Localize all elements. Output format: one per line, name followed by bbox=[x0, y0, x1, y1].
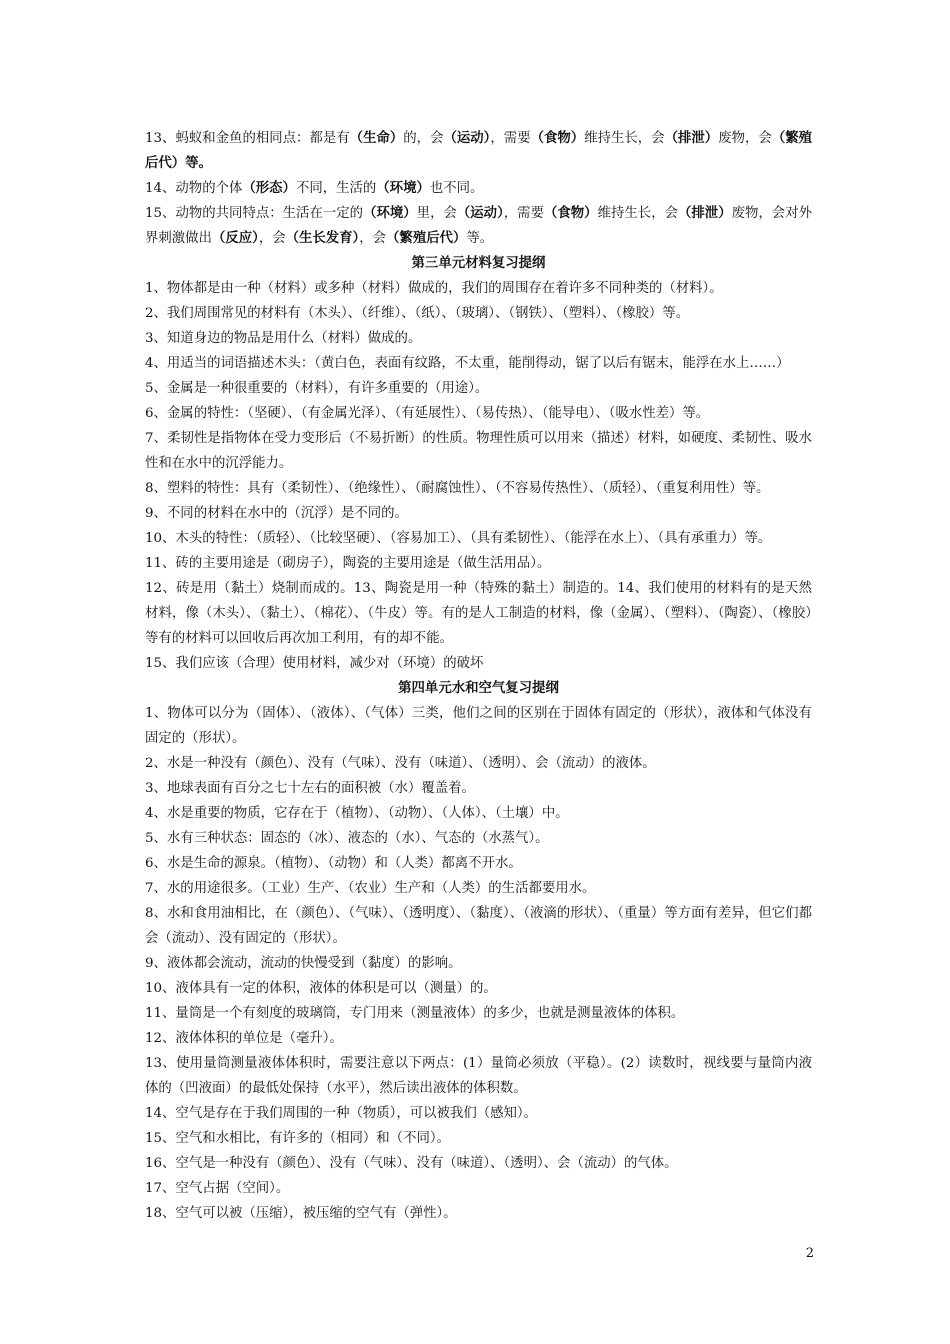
note-line: 8、水和食用油相比，在（颜色）、（气味）、（透明度）、（黏度）、（液滴的形状）、（重量）等方面有差异，但它们都会（流动）、没有固定的（形状）。 bbox=[145, 906, 812, 946]
note-line: 2、我们周围常见的材料有（木头）、（纤维）、（纸）、（玻璃）、（钢铁）、（塑料）、（橡胶）等。 bbox=[145, 306, 690, 321]
emphasized-term: （繁殖后代） bbox=[386, 230, 467, 246]
note-line: 5、金属是一种很重要的（材料），有许多重要的（用途）。 bbox=[145, 381, 489, 396]
emphasized-term: （排泄） bbox=[664, 130, 719, 146]
note-line: 15、空气和水相比，有许多的（相同）和（不同）。 bbox=[145, 1131, 450, 1146]
emphasized-term: （反应） bbox=[211, 230, 259, 246]
note-line: 17、空气占据（空间）。 bbox=[145, 1181, 290, 1196]
note-line: 15、我们应该（合理）使用材料，减少对（环境）的破坏 bbox=[145, 656, 484, 671]
note-line: 11、砖的主要用途是（砌房子），陶瓷的主要用途是（做生活用品）。 bbox=[145, 556, 551, 571]
note-line: 13、使用量筒测量液体体积时，需要注意以下两点：(1）量筒必须放（平稳）。(2）读数时，视线要与量筒内液体的（凹液面）的最低处保持（水平），然后读出液体的体积数。 bbox=[145, 1056, 812, 1096]
note-line: 11、量筒是一个有刻度的玻璃筒，专门用来（测量液体）的多少，也就是测量液体的体积。 bbox=[145, 1006, 685, 1021]
note-line: 8、塑料的特性：具有（柔韧性）、（绝缘性）、（耐腐蚀性）、（不容易传热性）、（质轻）、（重复利用性）等。 bbox=[145, 481, 770, 496]
note-text: 废物，会对外界刺激做出 bbox=[145, 206, 812, 246]
note-text: 废物，会 bbox=[718, 131, 772, 146]
emphasized-term: （形态） bbox=[242, 180, 296, 196]
section-3-notes bbox=[145, 276, 812, 676]
note-text: 不同，生活的 bbox=[295, 181, 377, 196]
note-line: 9、不同的材料在水中的（沉浮）是不同的。 bbox=[145, 506, 408, 521]
note-text: 里，会 bbox=[416, 206, 457, 221]
note-text: ，需要 bbox=[490, 131, 531, 146]
note-line: 3、知道身边的物品是用什么（材料）做成的。 bbox=[145, 331, 422, 346]
note-text: 维持生长，会 bbox=[597, 206, 678, 221]
note-line bbox=[145, 126, 812, 176]
emphasized-term: （食物） bbox=[543, 205, 598, 221]
note-text: 的，会 bbox=[403, 131, 444, 146]
note-line: 3、地球表面有百分之七十左右的面积被（水）覆盖着。 bbox=[145, 781, 475, 796]
section-4-heading: 第四单元水和空气复习提纲 bbox=[398, 680, 559, 696]
note-line bbox=[145, 201, 812, 251]
note-line: 14、空气是存在于我们周围的一种（物质），可以被我们（感知）。 bbox=[145, 1106, 537, 1121]
note-line: 5、水有三种状态：固态的（冰）、液态的（水）、气态的（水蒸气）。 bbox=[145, 831, 549, 846]
emphasized-term: （生命） bbox=[349, 130, 404, 146]
emphasized-term: （排泄） bbox=[678, 205, 732, 221]
note-line: 6、金属的特性：（坚硬）、（有金属光泽）、（有延展性）、（易传热）、（能导电）、（吸水性差）等。 bbox=[145, 406, 710, 421]
note-line: 18、空气可以被（压缩），被压缩的空气有（弹性）。 bbox=[145, 1206, 457, 1221]
emphasized-term: （运动） bbox=[456, 205, 504, 221]
note-text: 13、蚂蚁和金鱼的相同点：都是有 bbox=[145, 131, 350, 146]
note-line: 7、柔韧性是指物体在受力变形后（不易折断）的性质。物理性质可以用来（描述）材料，如硬度、柔韧性、吸水性和在水中的沉浮能力。 bbox=[145, 431, 812, 471]
note-line: 12、液体体积的单位是（毫升）。 bbox=[145, 1031, 343, 1046]
note-text: ，需要 bbox=[503, 206, 544, 221]
section-4-notes bbox=[145, 701, 812, 1226]
note-line: 1、物体都是由一种（材料）或多种（材料）做成的，我们的周围存在着许多不同种类的（材料）。 bbox=[145, 281, 723, 296]
emphasized-term: （生长发育） bbox=[285, 230, 360, 246]
note-line: 2、水是一种没有（颜色）、没有（气味）、没有（味道）、（透明）、会（流动）的液体。 bbox=[145, 756, 656, 771]
note-text: ，会 bbox=[359, 231, 387, 246]
note-line bbox=[145, 176, 812, 201]
emphasized-term: （环境） bbox=[363, 205, 417, 221]
document-body bbox=[145, 126, 812, 1226]
emphasized-term: （环境） bbox=[376, 180, 430, 196]
note-line: 4、用适当的词语描述木头：（黄白色，表面有纹路，不太重，能削得动，锯了以后有锯末，能浮在水上……） bbox=[145, 356, 790, 371]
note-line: 16、空气是一种没有（颜色）、没有（气味）、没有（味道）、（透明）、会（流动）的气体。 bbox=[145, 1156, 678, 1171]
page-number: 2 bbox=[805, 1246, 814, 1261]
section-2-notes bbox=[145, 126, 812, 251]
emphasized-term: （运动） bbox=[443, 130, 491, 146]
emphasized-term: （食物） bbox=[530, 130, 585, 146]
note-text: 14、动物的个体 bbox=[145, 181, 243, 196]
note-line: 12、砖是用（黏土）烧制而成的。13、陶瓷是用一种（特殊的黏土）制造的。14、我们使用的材料有的是天然材料，像（木头）、（黏土）、（棉花）、（牛皮）等。有的是人工制造的材料，像（金属）、（塑料）、（陶瓷）、（橡胶）等有的材料可以回收后再次加工利用，有的却不能。 bbox=[145, 581, 812, 646]
note-line: 10、液体具有一定的体积，液体的体积是可以（测量）的。 bbox=[145, 981, 497, 996]
note-line: 4、水是重要的物质，它存在于（植物）、（动物）、（人体）、（土壤）中。 bbox=[145, 806, 569, 821]
note-line: 6、水是生命的源泉。（植物）、（动物）和（人类）都离不开水。 bbox=[145, 856, 522, 871]
note-text: 维持生长，会 bbox=[584, 131, 665, 146]
emphasized-term: （繁殖后代）等。 bbox=[145, 130, 812, 171]
note-text: 也不同。 bbox=[429, 181, 484, 196]
note-text: ，会 bbox=[258, 231, 286, 246]
section-3-heading: 第三单元材料复习提纲 bbox=[411, 255, 546, 271]
note-line: 10、木头的特性：（质轻）、（比较坚硬）、（容易加工）、（具有柔韧性）、（能浮在水上）、（具有承重力）等。 bbox=[145, 531, 772, 546]
note-line: 7、水的用途很多。（工业）生产、（农业）生产和（人类）的生活都要用水。 bbox=[145, 881, 596, 896]
note-line: 1、物体可以分为（固体）、（液体）、（气体）三类，他们之间的区别在于固体有固定的（形状），液体和气体没有固定的（形状）。 bbox=[145, 706, 812, 746]
note-line: 9、液体都会流动，流动的快慢受到（黏度）的影响。 bbox=[145, 956, 462, 971]
note-text: 15、动物的共同特点：生活在一定的 bbox=[145, 206, 364, 221]
note-text: 等。 bbox=[466, 231, 494, 246]
